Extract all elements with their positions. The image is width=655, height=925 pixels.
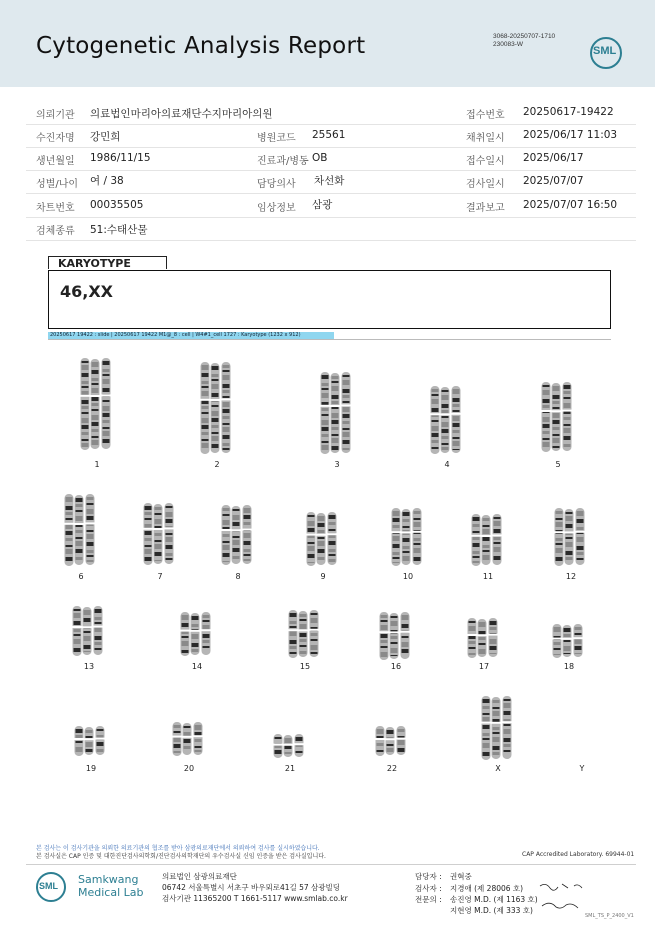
- footer-divider: [26, 864, 636, 865]
- chromosome-label-1: 1: [94, 460, 100, 469]
- test-date-label: 검사일시: [466, 179, 505, 190]
- chromosome-pair-5: [537, 382, 579, 452]
- chromosome-pair-15: [284, 610, 326, 658]
- dob-value: 1986/11/15: [90, 152, 151, 164]
- karyotype-tab: KARYOTYPE: [48, 256, 167, 269]
- specimen-value: 51:수태산물: [90, 224, 148, 236]
- chromosome-pair-21: [269, 734, 311, 758]
- chromosome-pair-19: [70, 726, 112, 756]
- chromosome-label-8: 8: [235, 572, 241, 581]
- chromosome-pair-13: [68, 606, 110, 656]
- chromosome-label-X: X: [495, 764, 501, 773]
- chromosome-label-5: 5: [555, 460, 561, 469]
- receipt-no-label: 접수번호: [466, 110, 505, 121]
- chromosome-label-10: 10: [402, 572, 414, 581]
- info-row-1: [26, 101, 636, 125]
- form-code: SML_TS_P_2400_V1: [585, 913, 634, 919]
- result-label: 결과보고: [466, 203, 505, 214]
- hospital-value: 의료법인마리아의료재단수지마리아의원: [90, 108, 273, 120]
- chromosome-label-2: 2: [214, 460, 220, 469]
- chromosome-label-9: 9: [320, 572, 326, 581]
- org-address: 06742 서울특별시 서초구 바우뫼로41길 57 삼광빌딩: [162, 883, 341, 892]
- chromosome-pair-9: [302, 512, 344, 566]
- chromosome-label-4: 4: [444, 460, 450, 469]
- karyotype-divider: [48, 339, 611, 340]
- chromosome-label-3: 3: [334, 460, 340, 469]
- chromosome-pair-1: [76, 358, 118, 450]
- chromosome-label-15: 15: [299, 662, 311, 671]
- staff1-value: 권혁중: [450, 872, 472, 881]
- hosp-code-value: 25561: [312, 129, 346, 141]
- patient-value: 강민희: [90, 131, 121, 143]
- dob-label: 생년월일: [36, 156, 75, 167]
- info-row-6: [26, 217, 636, 241]
- clinical-label: 임상정보: [257, 203, 296, 214]
- karyotype-box: [48, 270, 611, 329]
- chromosome-label-21: 21: [284, 764, 296, 773]
- chromosome-pair-12: [550, 508, 592, 566]
- chromosome-pair-16: [375, 612, 417, 660]
- hosp-code-label: 병원코드: [257, 133, 296, 144]
- doctor-value: 차선화: [314, 175, 345, 187]
- sml-logo-text: SML: [593, 45, 617, 57]
- chart-value: 00035505: [90, 199, 144, 211]
- note-line-2: 본 검사실은 CAP 인증 및 대한진단검사의학회/진단검사의학재단의 우수검사실 신임 인증을 받은 검사실입니다.: [36, 853, 326, 860]
- info-row-3: [26, 147, 636, 171]
- hospital-label: 의뢰기관: [36, 110, 75, 121]
- chromosome-pair-11: [467, 514, 509, 566]
- note-line-1: 본 검사는 이 검사기관을 의뢰한 의료기관의 협조를 받아 삼광의료재단에서 의뢰하여 검사를 실시하였습니다.: [36, 845, 320, 852]
- chromosome-pair-18: [548, 624, 590, 658]
- sex-age-label: 성별/나이: [36, 179, 79, 190]
- chromosome-pair-6: [60, 494, 102, 566]
- info-row-4: [26, 170, 636, 194]
- report-code-2: 230083-W: [493, 41, 523, 48]
- org-name: 의료법인 삼광의료재단: [162, 872, 237, 881]
- chromosome-pair-17: [463, 618, 505, 658]
- chromosome-pair-7: [139, 503, 181, 565]
- staff3-label: 전문의 :: [415, 895, 442, 904]
- chromosome-pair-4: [426, 386, 468, 454]
- chromosome-label-11: 11: [482, 572, 494, 581]
- staff4-value: 지현영 M.D. (제 333 호): [450, 906, 533, 915]
- result-value: 2025/07/07 16:50: [523, 199, 618, 211]
- receipt-date-label: 접수일시: [466, 156, 505, 167]
- staff2-label: 검사자 :: [415, 884, 442, 893]
- chromosome-label-19: 19: [85, 764, 97, 773]
- chromosome-label-22: 22: [386, 764, 398, 773]
- chromosome-label-7: 7: [157, 572, 163, 581]
- report-title: Cytogenetic Analysis Report: [36, 33, 366, 59]
- info-row-2: [26, 124, 636, 148]
- info-row-5: [26, 194, 636, 218]
- chromosome-label-20: 20: [183, 764, 195, 773]
- chromosome-pair-2: [196, 362, 238, 454]
- dept-value: OB: [312, 152, 328, 164]
- patient-label: 수진자명: [36, 133, 75, 144]
- sml-footer-logo-text: SML: [39, 881, 58, 891]
- staff3-value: 송진영 M.D. (제 1163 호): [450, 895, 538, 904]
- chromosome-label-16: 16: [390, 662, 402, 671]
- chromosome-label-17: 17: [478, 662, 490, 671]
- dept-label: 진료과/병동: [257, 156, 309, 167]
- chart-label: 차트번호: [36, 203, 75, 214]
- chromosome-label-6: 6: [78, 572, 84, 581]
- report-code-1: 3068-20250707-1710: [493, 33, 556, 40]
- org-contact: 검사기관 11365200 T 1661-5117 www.smlab.co.kr: [162, 894, 348, 903]
- staff2-value: 지경애 (제 28006 호): [450, 884, 524, 893]
- clinical-value: 삼광: [312, 199, 333, 211]
- chromosome-label-13: 13: [83, 662, 95, 671]
- chromosome-pair-3: [316, 372, 358, 454]
- sex-age-value: 여 / 38: [90, 175, 124, 187]
- chromosome-label-18: 18: [563, 662, 575, 671]
- test-date-value: 2025/07/07: [523, 175, 584, 187]
- chromosome-pair-14: [176, 612, 218, 656]
- doctor-label: 담당의사: [257, 179, 296, 190]
- chromosome-pair-20: [168, 722, 210, 756]
- chromosome-pair-10: [387, 508, 429, 566]
- chromosome-pair-8: [217, 505, 259, 565]
- karyogram-caption: 20250617 19422 : slide | 20250617 19422 M1@_8 : cell | W4#1_cell 1727 : Karyotype (1232 x 912): [48, 332, 334, 339]
- chromosome-pair-X: [477, 696, 519, 760]
- chromosome-label-12: 12: [565, 572, 577, 581]
- signature-image: [538, 880, 588, 916]
- karyotype-value: 46,XX: [60, 282, 114, 301]
- staff1-label: 담당자 :: [415, 872, 442, 881]
- collect-value: 2025/06/17 11:03: [523, 129, 618, 141]
- cap-accreditation: CAP Accredited Laboratory. 69944-01: [522, 851, 635, 858]
- receipt-date-value: 2025/06/17: [523, 152, 584, 164]
- chromosome-label-14: 14: [191, 662, 203, 671]
- brand-name-2: Medical Lab: [78, 886, 144, 899]
- receipt-no-value: 20250617-19422: [523, 106, 614, 118]
- specimen-label: 검체종류: [36, 226, 75, 237]
- collect-label: 채취일시: [466, 133, 505, 144]
- brand-name-1: Samkwang: [78, 873, 139, 886]
- chromosome-pair-22: [371, 726, 413, 756]
- chromosome-label-Y: Y: [579, 764, 585, 773]
